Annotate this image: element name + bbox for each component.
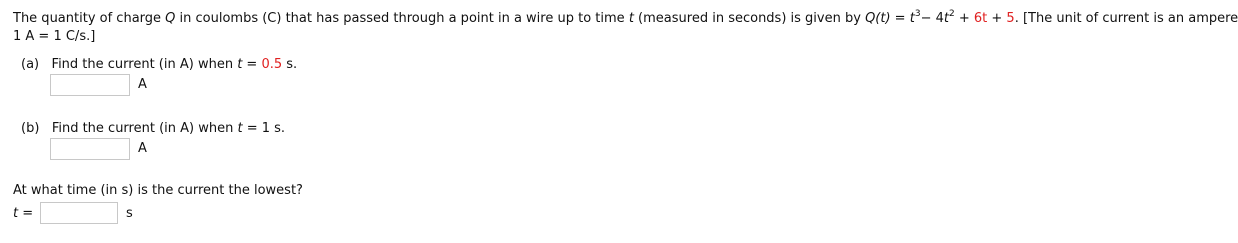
part-a-var-t: t xyxy=(237,57,243,72)
part-b-unit-s: s. xyxy=(270,121,286,136)
part-b-var-t: t xyxy=(237,121,243,136)
part-a-unit-s: s. xyxy=(282,57,298,72)
term-minus-4: − 4 xyxy=(920,11,944,26)
part-a-prompt xyxy=(21,57,297,72)
part-b-equals: = xyxy=(242,121,262,136)
part-c-prompt: At what time (in s) is the current the lowest? xyxy=(13,183,303,198)
part-c-answer-unit: s xyxy=(126,206,133,221)
equals-sign: = xyxy=(890,11,910,26)
term-6t: 6t xyxy=(973,11,988,26)
exponent-3: 3 xyxy=(914,8,921,19)
part-a-equals: = xyxy=(242,57,262,72)
part-b-text: Find the current (in A) when xyxy=(51,121,238,136)
plus-sign-2: + xyxy=(987,11,1007,26)
period: . xyxy=(1014,11,1019,26)
intro-text-1: The quantity of charge xyxy=(13,11,166,26)
part-a-text: Find the current (in A) when xyxy=(51,57,238,72)
part-a-value: 0.5 xyxy=(261,57,283,72)
part-a-answer-input[interactable] xyxy=(50,74,130,96)
problem-statement xyxy=(13,8,1238,26)
exponent-2: 2 xyxy=(948,8,955,19)
part-b-label: (b) xyxy=(21,121,40,136)
unit-note: [The unit of current is an ampere xyxy=(1018,11,1238,26)
part-c-var-t: t xyxy=(13,206,19,221)
part-b-answer-unit: A xyxy=(138,141,147,156)
part-b-value: 1 xyxy=(261,121,271,136)
part-c-answer-input[interactable] xyxy=(40,202,118,224)
part-b-prompt xyxy=(21,121,285,136)
intro-text-2: in coulombs (C) that has passed through a point in a wire up to time xyxy=(175,11,629,26)
part-c-label xyxy=(13,206,33,221)
part-a-answer-unit: A xyxy=(138,77,147,92)
part-c-equals: = xyxy=(18,206,34,221)
function-q-of-t: Q(t) xyxy=(865,11,891,26)
part-a-label: (a) xyxy=(21,57,40,72)
part-b-answer-input[interactable] xyxy=(50,138,130,160)
unit-note-line-2: 1 A = 1 C/s.] xyxy=(13,29,96,44)
term-t-squared: t xyxy=(943,11,949,26)
intro-text-3: (measured in seconds) is given by xyxy=(633,11,866,26)
term-5: 5 xyxy=(1006,11,1015,26)
var-q: Q xyxy=(165,11,176,26)
term-t-cubed: t xyxy=(909,11,915,26)
plus-sign-1: + xyxy=(954,11,974,26)
var-t: t xyxy=(628,11,634,26)
